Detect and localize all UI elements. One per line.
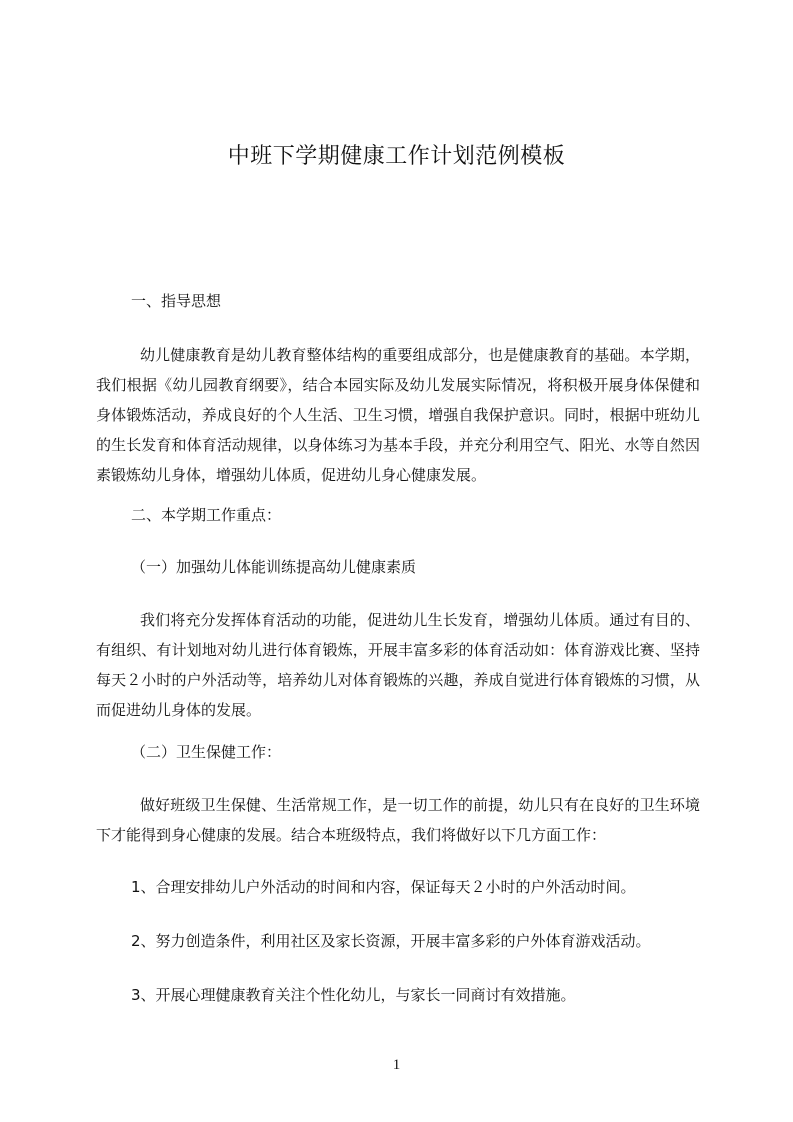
page-number: 1 — [392, 1057, 401, 1073]
list-item: 1、合理安排幼儿户外活动的时间和内容，保证每天２小时的户外活动时间。 — [131, 878, 636, 896]
list-item: 3、开展心理健康教育关注个性化幼儿，与家长一同商讨有效措施。 — [131, 986, 576, 1004]
document-title: 中班下学期健康工作计划范例模板 — [227, 144, 566, 169]
paragraph-physical-training: 我们将充分发挥体育活动的功能，促进幼儿生长发育，增强幼儿体质。通过有目的、有组织、有计划地对幼儿进行体育锻炼，开展丰富多彩的体育活动如：体育游戏比赛、坚持每天２小时的户外活动等，培养幼儿对体育锻炼的兴趣，养成自觉进行体育锻炼的习惯，从而促进幼儿身体的发展。 — [96, 611, 700, 719]
section-heading-guiding-ideology: 一、指导思想 — [131, 292, 222, 310]
section-heading-semester-focus: 二、本学期工作重点： — [131, 506, 282, 524]
subsection-heading-physical-training: （一）加强幼儿体能训练提高幼儿健康素质 — [131, 558, 417, 576]
list-item: 2、努力创造条件，利用社区及家长资源，开展丰富多彩的户外体育游戏活动。 — [131, 932, 651, 950]
paragraph-guiding-ideology: 幼儿健康教育是幼儿教育整体结构的重要组成部分，也是健康教育的基础。本学期，我们根据《幼儿园教育纲要》，结合本园实际及幼儿发展实际情况，将积极开展身体保健和身体锻炼活动，养成良好的个人生活、卫生习惯，增强自我保护意识。同时，根据中班幼儿的生长发育和体育活动规律，以身体练习为基本手段，并充分利用空气、阳光、水等自然因素锻炼幼儿身体，增强幼儿体质，促进幼儿身心健康发展。 — [96, 346, 700, 484]
paragraph-health-care: 做好班级卫生保健、生活常规工作，是一切工作的前提，幼儿只有在良好的卫生环境下才能得到身心健康的发展。结合本班级特点，我们将做好以下几方面工作： — [96, 796, 700, 844]
subsection-heading-health-care: （二）卫生保健工作： — [131, 743, 282, 761]
